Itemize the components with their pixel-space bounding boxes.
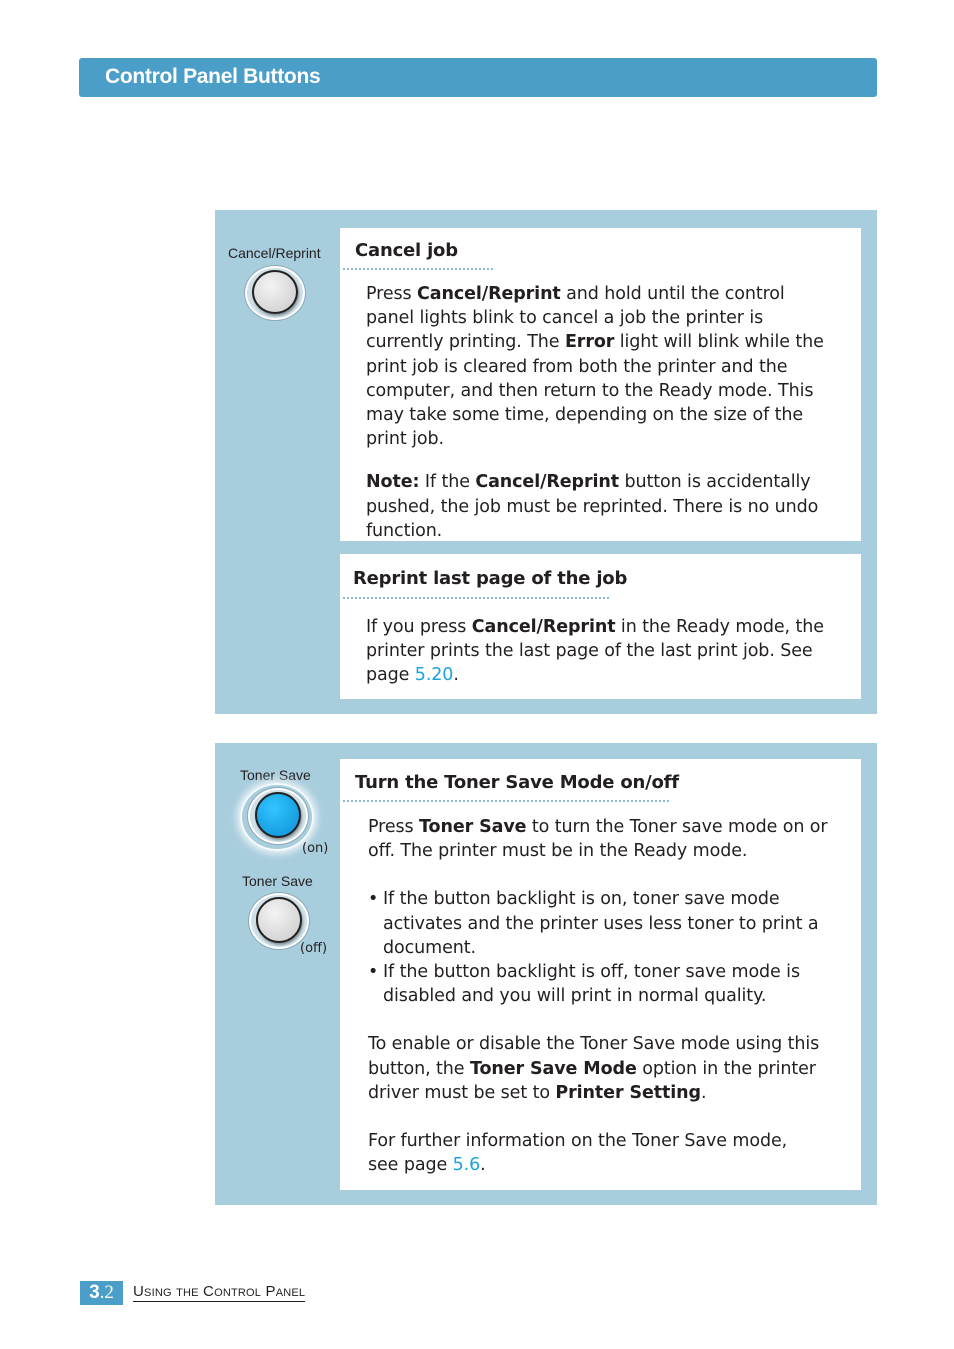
reprint-text (366, 615, 836, 688)
toner-save-paragraph-3: For further information on the Toner Save mode, see page 5.6. (368, 1131, 788, 1176)
toner-save-off-label: Toner Save (242, 873, 313, 889)
chapter-title: Using the Control Panel (133, 1283, 306, 1300)
title-divider (343, 268, 493, 270)
section-header (79, 58, 877, 97)
reprint-card (340, 554, 861, 699)
bullet-item: • If the button backlight is off, toner save mode is disabled and you will print in normal quality. (368, 960, 838, 1008)
page-number-badge: 3.2 (80, 1281, 123, 1305)
bullet-item: • If the button backlight is on, toner save mode activates and the printer uses less toner to print a document. (368, 887, 838, 960)
toner-save-off-state: (off) (300, 941, 328, 956)
toner-save-paragraph-2: To enable or disable the Toner Save mode using this button, the Toner Save Mode option in the printer driver must be set to Printer Setting. (368, 1034, 820, 1103)
cancel-reprint-button-label: Cancel/Reprint (228, 245, 321, 261)
cancel-reprint-button[interactable] (252, 270, 298, 314)
page-link-5-20[interactable]: 5.20 (414, 665, 454, 686)
section-title: Control Panel Buttons (105, 65, 321, 88)
toner-save-panel (215, 743, 877, 1205)
title-divider (343, 597, 609, 599)
cancel-job-paragraph: Press Cancel/Reprint and hold until the control panel lights blink to cancel a job the printer is currently printing. The Error light will blink while the print job is cleared from both the printer and the computer, and then return to the Ready mode. This may take some time, depending on the size of the print job. (366, 284, 824, 450)
toner-save-on-label: Toner Save (240, 767, 311, 783)
toner-save-on-state: (on) (302, 841, 329, 856)
title-divider (343, 800, 669, 802)
cancel-job-text (366, 282, 836, 543)
toner-save-button-on[interactable] (255, 792, 301, 838)
toner-save-text (368, 815, 838, 1177)
toner-save-bullets (368, 887, 838, 1008)
cancel-job-note: Note: If the Cancel/Reprint button is accidentally pushed, the job must be reprinted. There is no undo function. (366, 472, 819, 541)
reprint-paragraph: If you press Cancel/Reprint in the Ready mode, the printer prints the last page of the last print job. See page 5.20. (366, 617, 824, 686)
cancel-job-title: Cancel job (355, 240, 458, 261)
cancel-job-card (340, 228, 861, 541)
toner-save-title: Turn the Toner Save Mode on/off (355, 772, 679, 793)
reprint-title: Reprint last page of the job (353, 568, 628, 589)
toner-save-button-off[interactable] (256, 897, 302, 943)
cancel-reprint-panel (215, 210, 877, 714)
page-link-5-6[interactable]: 5.6 (452, 1155, 481, 1176)
toner-save-card (340, 759, 861, 1190)
toner-save-paragraph-1: Press Toner Save to turn the Toner save mode on or off. The printer must be in the Ready mode. (368, 817, 828, 862)
